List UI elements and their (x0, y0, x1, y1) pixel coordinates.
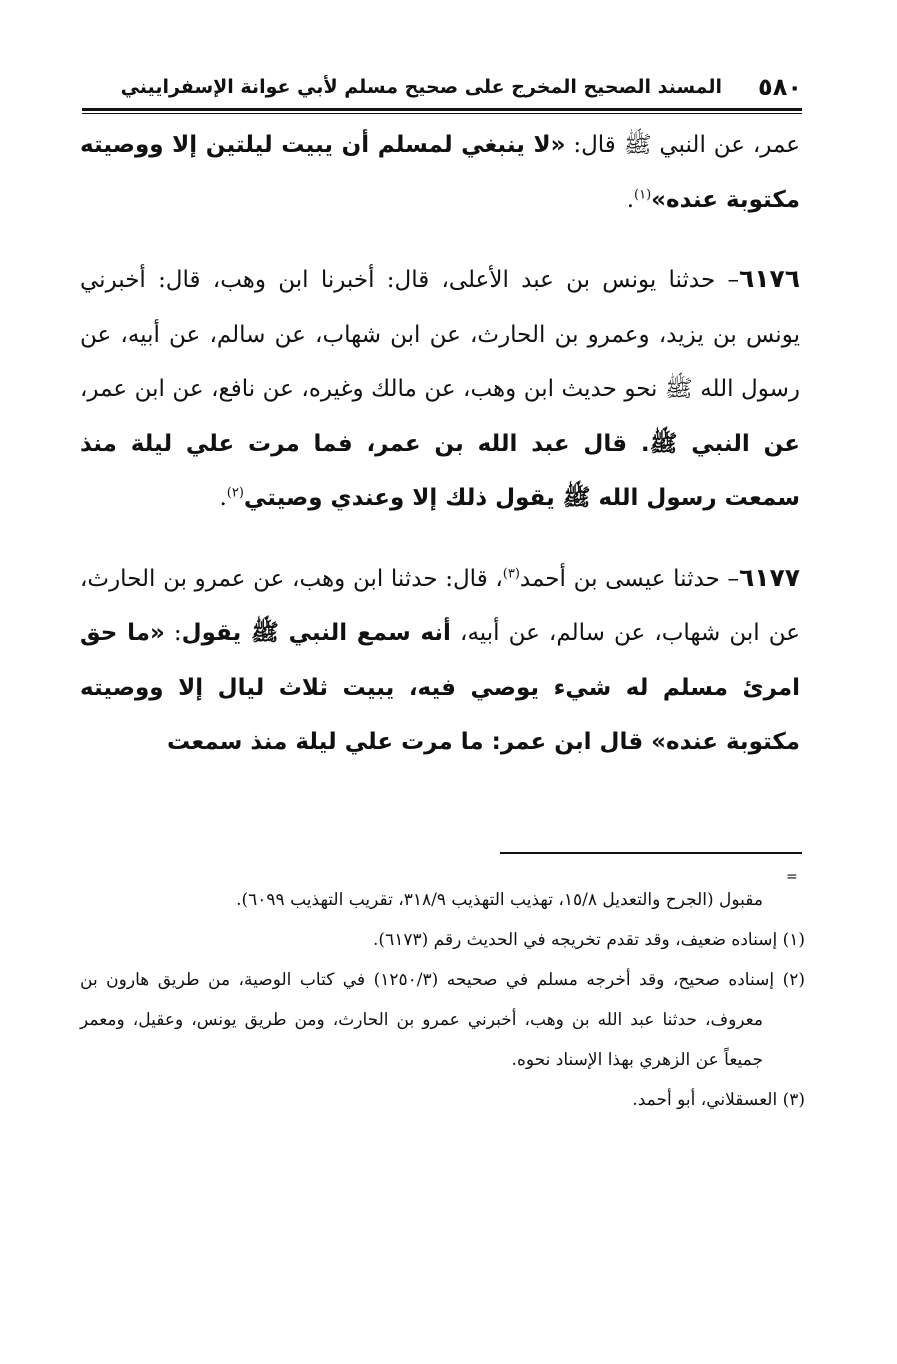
header-rule-thin (82, 113, 802, 114)
footnote-2: (٢) إسناده صحيح، وقد أخرجه مسلم في صحيحه (١٢٥٠/٣) في كتاب الوصية، من طريق هارون بن معروف، حدثنا عبد الله بن وهب، أخبرني عمرو بن الحارث، ومن طريق يونس، وعقيل، ومعمر جميعاً عن الزهري بهذا الإسناد نحوه. (80, 970, 805, 1070)
footnote-continuation: مقبول (الجرح والتعديل ١٥/٨، تهذيب التهذيب ٣١٨/٩، تقريب التهذيب ٦٠٩٩). (236, 890, 763, 910)
running-title: المسند الصحيح المخرج على صحيح مسلم لأبي عوانة الإسفراييني (120, 76, 723, 98)
hadith-number: ٦١٧٧ (738, 562, 801, 592)
hadith-quote: «ما حق امرئ مسلم له شيء يوصي فيه، يبيت ثلاث ليال إلا ووصيته مكتوبة عنده» قال ابن عمر: ما مرت علي ليلة منذ سمعت (80, 620, 800, 755)
text-run: – حدثنا عيسى بن أحمد (519, 565, 739, 592)
footnote-1: (١) إسناده ضعيف، وقد تقدم تخريجه في الحديث رقم (٦١٧٣). (373, 930, 805, 950)
footnote-3: (٣) العسقلاني، أبو أحمد. (632, 1090, 805, 1110)
hadith-matn: عن النبي ﷺ. قال عبد الله بن عمر، فما مرت علي ليلة منذ سمعت رسول الله ﷺ يقول ذلك إلا وعندي وصيتي (80, 430, 800, 511)
hadith-number: ٦١٧٦ (738, 264, 800, 293)
paragraph-continuation (80, 118, 800, 227)
header-rule-thick (82, 108, 802, 111)
footnote-ref: (٣) (502, 565, 520, 581)
page-number: ٥٨٠ (758, 73, 802, 101)
hadith-matn: أنه سمع النبي ﷺ يقول (181, 620, 451, 646)
footnote-ref: (٢) (226, 485, 244, 501)
footnote-continuation-mark: = (786, 869, 798, 885)
text-run: . (626, 186, 635, 213)
text-run: ، قال: حدثنا ابن وهب، عن عمرو بن الحارث، عن ابن شهاب، عن سالم، عن أبيه، (80, 565, 800, 646)
page-header (82, 62, 802, 112)
text-run: : (164, 620, 182, 646)
hadith-quote: «لا ينبغي لمسلم أن يبيت ليلتين إلا ووصيته مكتوبة عنده» (80, 132, 800, 213)
footnotes (80, 880, 805, 1120)
hadith-6176 (80, 252, 800, 526)
hadith-6177 (80, 551, 800, 770)
footnote-separator (500, 852, 802, 854)
main-text (80, 118, 800, 770)
text-run: . (219, 485, 227, 511)
text-run: – حدثنا يونس بن عبد الأعلى، قال: أخبرنا ابن وهب، قال: أخبرني يونس بن يزيد، وعمرو بن الحارث، عن ابن شهاب، عن سالم، عن أبيه، عن رسول الله ﷺ نحو حديث ابن وهب، عن مالك وغيره، عن نافع، عن ابن عمر، (80, 267, 800, 402)
footnote-ref: (١) (634, 186, 652, 202)
text-run: عمر، عن النبي ﷺ قال: (565, 132, 800, 158)
